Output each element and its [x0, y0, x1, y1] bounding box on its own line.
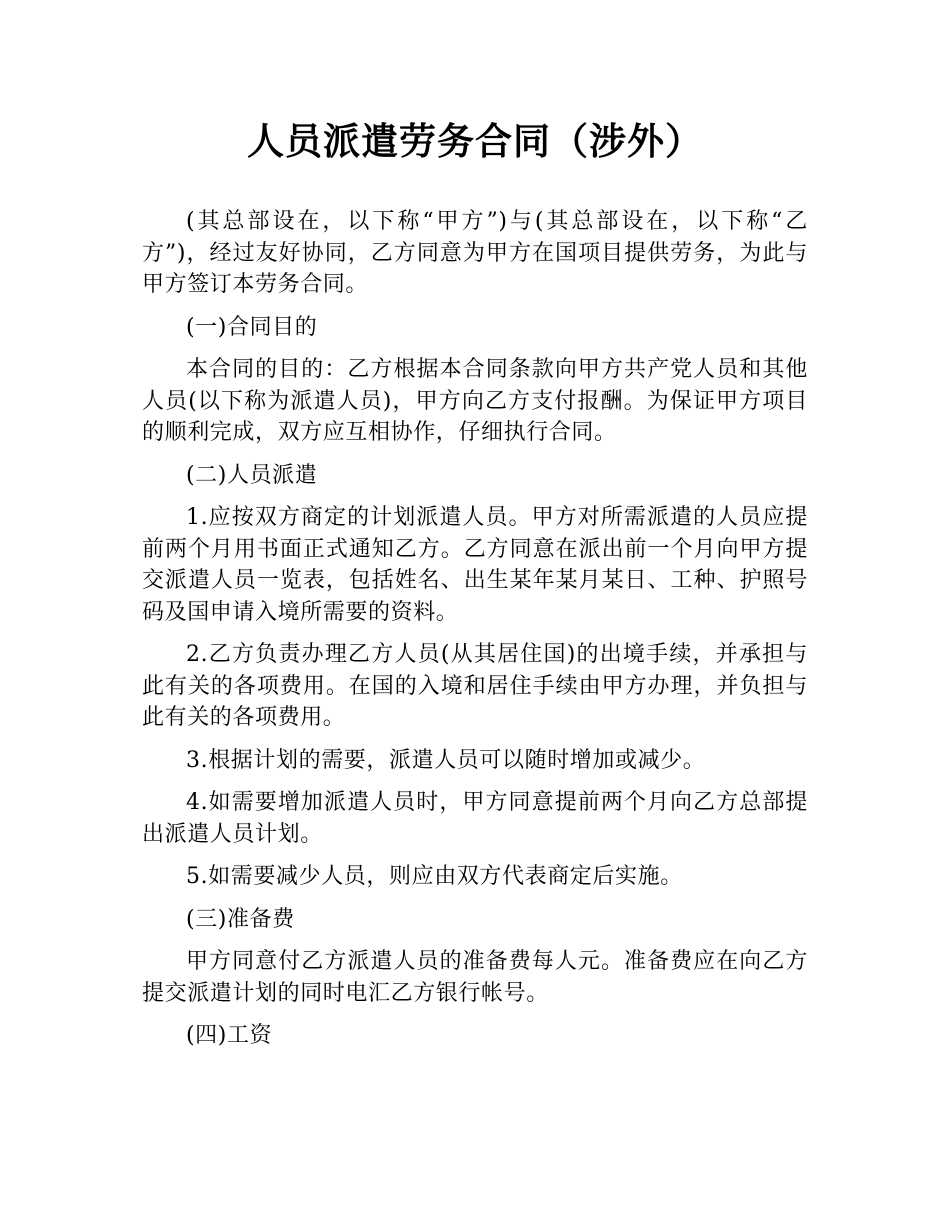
document-page: [142, 118, 808, 1063]
dispatch-clause-4: 4.如需要增加派遣人员时，甲方同意提前两个月向乙方总部提出派遣人员计划。: [142, 790, 808, 847]
dispatch-clause-2: 2.乙方负责办理乙方人员(从其居住国)的出境手续，并承担与此有关的各项费用。在国的入境和居住手续由甲方办理，并负担与此有关的各项费用。: [142, 642, 808, 730]
preparation-fee-paragraph: 甲方同意付乙方派遣人员的准备费每人元。准备费应在向乙方提交派遣计划的同时电汇乙方银行帐号。: [142, 949, 808, 1006]
section-heading-dispatch: (二)人员派遣: [186, 462, 318, 488]
section-heading-preparation-fee: (三)准备费: [186, 906, 295, 932]
dispatch-clause-3: 3.根据计划的需要，派遣人员可以随时增加或减少。: [186, 747, 706, 773]
dispatch-clause-1: 1.应按双方商定的计划派遣人员。甲方对所需派遣的人员应提前两个月用书面正式通知乙方。乙方同意在派出前一个月向甲方提交派遣人员一览表，包括姓名、出生某年某月某日、工种、护照号码及国申请入境所需要的资料。: [142, 505, 808, 625]
intro-paragraph: (其总部设在，以下称“甲方”)与(其总部设在，以下称“乙方”)，经过友好协同，乙方同意为甲方在国项目提供劳务，为此与甲方签订本劳务合同。: [142, 209, 808, 297]
dispatch-clause-5: 5.如需要减少人员，则应由双方代表商定后实施。: [186, 864, 683, 889]
purpose-paragraph: 本合同的目的：乙方根据本合同条款向甲方共产党人员和其他人员(以下称为派遣人员)，甲方向乙方支付报酬。为保证甲方项目的顺利完成，双方应互相协作，仔细执行合同。: [142, 357, 808, 445]
section-heading-purpose: (一)合同目的: [186, 314, 318, 340]
document-title: 人员派遣劳务合同（涉外）: [247, 120, 703, 163]
section-heading-wages: (四)工资: [186, 1023, 273, 1048]
